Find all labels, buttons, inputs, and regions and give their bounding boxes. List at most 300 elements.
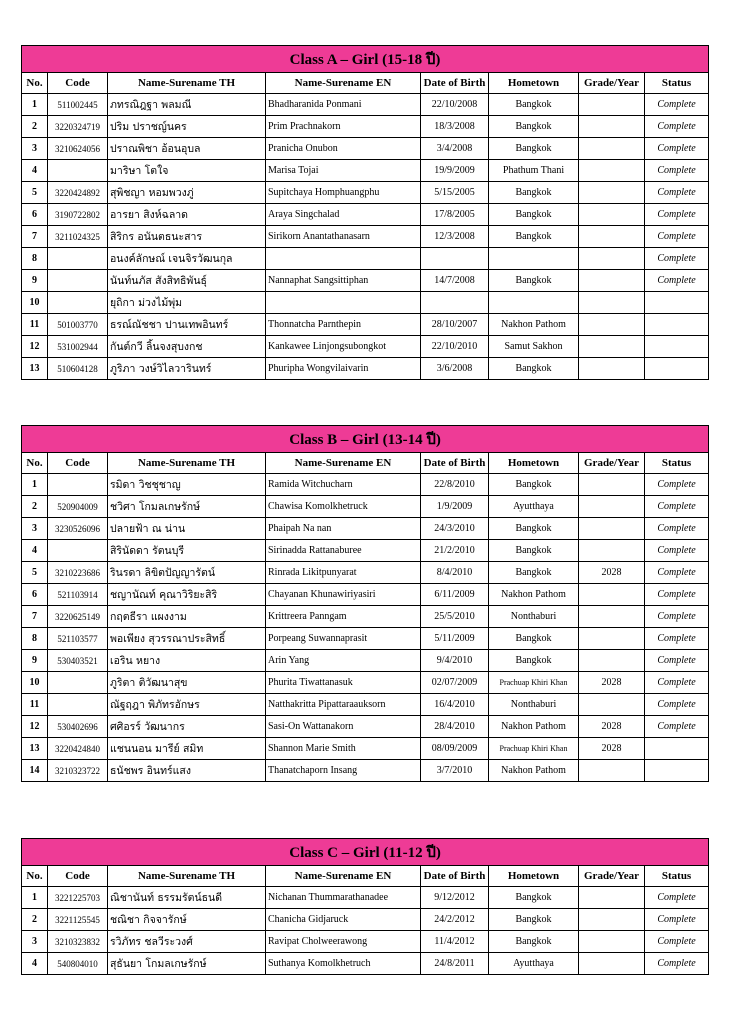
table-row [22, 562, 709, 584]
name-en-cell: Nichanan Thummarathanadee [266, 887, 421, 909]
name-en-cell: Phaipah Na nan [266, 518, 421, 540]
grade-year-cell [579, 358, 645, 380]
grade-year-cell [579, 909, 645, 931]
date-of-birth-cell: 08/09/2009 [421, 738, 489, 760]
row-number-cell: 4 [22, 160, 48, 182]
row-number-cell: 11 [22, 694, 48, 716]
student-code-cell [48, 292, 108, 314]
hometown-cell [489, 248, 579, 270]
status-cell: Complete [645, 953, 709, 975]
header-code: Code [48, 73, 108, 94]
hometown-cell: Bangkok [489, 358, 579, 380]
name-th-cell: อนงค์ลักษณ์ เจนจิรวัฒนกุล [108, 248, 266, 270]
header-name-en: Name-Surename EN [266, 73, 421, 94]
table-row [22, 94, 709, 116]
class-a-section [21, 45, 708, 380]
status-cell: Complete [645, 160, 709, 182]
class-a-table [21, 45, 709, 380]
class-c-header-row [22, 866, 709, 887]
hometown-cell: Nakhon Pathom [489, 314, 579, 336]
grade-year-cell [579, 694, 645, 716]
grade-year-cell [579, 584, 645, 606]
grade-year-cell [579, 116, 645, 138]
name-en-cell: Thonnatcha Parnthepin [266, 314, 421, 336]
date-of-birth-cell: 24/8/2011 [421, 953, 489, 975]
grade-year-cell [579, 94, 645, 116]
name-th-cell: รมิดา วิชชุชาญ [108, 474, 266, 496]
student-code-cell: 3230526096 [48, 518, 108, 540]
name-th-cell: กันต์กวี ลิ้นจงสุบงกช [108, 336, 266, 358]
class-c-title: Class C – Girl (11-12 ปี) [22, 839, 709, 866]
status-cell: Complete [645, 716, 709, 738]
row-number-cell: 2 [22, 496, 48, 518]
student-code-cell: 540804010 [48, 953, 108, 975]
row-number-cell: 9 [22, 270, 48, 292]
header-status: Status [645, 866, 709, 887]
grade-year-cell [579, 953, 645, 975]
grade-year-cell [579, 270, 645, 292]
name-th-cell: ธรณ์ณัชชา ปานเทพอินทร์ [108, 314, 266, 336]
table-row [22, 953, 709, 975]
student-code-cell: 3220625149 [48, 606, 108, 628]
row-number-cell: 9 [22, 650, 48, 672]
date-of-birth-cell: 3/4/2008 [421, 138, 489, 160]
hometown-cell: Bangkok [489, 540, 579, 562]
status-cell: Complete [645, 116, 709, 138]
hometown-cell: Ayutthaya [489, 496, 579, 518]
name-en-cell [266, 292, 421, 314]
student-code-cell: 511002445 [48, 94, 108, 116]
table-row [22, 584, 709, 606]
date-of-birth-cell: 5/15/2005 [421, 182, 489, 204]
hometown-cell: Ayutthaya [489, 953, 579, 975]
status-cell: Complete [645, 474, 709, 496]
header-name-en: Name-Surename EN [266, 866, 421, 887]
student-code-cell: 3190722802 [48, 204, 108, 226]
grade-year-cell: 2028 [579, 716, 645, 738]
class-b-header-row [22, 453, 709, 474]
grade-year-cell [579, 314, 645, 336]
row-number-cell: 4 [22, 953, 48, 975]
hometown-cell: Bangkok [489, 116, 579, 138]
status-cell: Complete [645, 584, 709, 606]
name-th-cell: ภทรณิฎฐา พลมณี [108, 94, 266, 116]
date-of-birth-cell: 17/8/2005 [421, 204, 489, 226]
name-th-cell: ชญานัณท์ คุณาวิริยะสิริ [108, 584, 266, 606]
name-en-cell: Sirikorn Anantathanasarn [266, 226, 421, 248]
row-number-cell: 8 [22, 248, 48, 270]
row-number-cell: 10 [22, 292, 48, 314]
hometown-cell: Prachuap Khiri Khan [489, 672, 579, 694]
row-number-cell: 2 [22, 909, 48, 931]
date-of-birth-cell: 21/2/2010 [421, 540, 489, 562]
date-of-birth-cell: 12/3/2008 [421, 226, 489, 248]
status-cell [645, 358, 709, 380]
table-row [22, 182, 709, 204]
name-en-cell: Chayanan Khunawiriyasiri [266, 584, 421, 606]
date-of-birth-cell: 16/4/2010 [421, 694, 489, 716]
name-en-cell: Krittreera Panngam [266, 606, 421, 628]
name-en-cell: Chanicha Gidjaruck [266, 909, 421, 931]
grade-year-cell [579, 248, 645, 270]
table-row [22, 716, 709, 738]
status-cell: Complete [645, 650, 709, 672]
status-cell: Complete [645, 518, 709, 540]
header-no: No. [22, 73, 48, 94]
name-th-cell: ยุถิกา ม่วงไม้พุ่ม [108, 292, 266, 314]
hometown-cell: Phathum Thani [489, 160, 579, 182]
hometown-cell: Bangkok [489, 94, 579, 116]
row-number-cell: 3 [22, 931, 48, 953]
hometown-cell: Bangkok [489, 562, 579, 584]
name-th-cell: ภูริภา วงษ์วิไลวารินทร์ [108, 358, 266, 380]
name-en-cell: Phurita Tiwattanasuk [266, 672, 421, 694]
hometown-cell: Nonthaburi [489, 606, 579, 628]
row-number-cell: 12 [22, 336, 48, 358]
hometown-cell: Bangkok [489, 138, 579, 160]
date-of-birth-cell [421, 292, 489, 314]
name-th-cell: แชนนอน มารีย์ สมิท [108, 738, 266, 760]
name-th-cell: ณิชานันท์ ธรรมรัตน์ธนดี [108, 887, 266, 909]
hometown-cell: Bangkok [489, 650, 579, 672]
student-code-cell [48, 248, 108, 270]
name-en-cell [266, 248, 421, 270]
header-status: Status [645, 453, 709, 474]
header-grade: Grade/Year [579, 73, 645, 94]
student-code-cell: 3210223686 [48, 562, 108, 584]
name-en-cell: Araya Singchalad [266, 204, 421, 226]
hometown-cell: Nonthaburi [489, 694, 579, 716]
header-name-th: Name-Surename TH [108, 453, 266, 474]
status-cell: Complete [645, 270, 709, 292]
student-code-cell: 530403521 [48, 650, 108, 672]
student-code-cell: 3220424840 [48, 738, 108, 760]
grade-year-cell [579, 518, 645, 540]
name-th-cell: ปราณพิชา อ้อนอุบล [108, 138, 266, 160]
table-row [22, 116, 709, 138]
table-row [22, 496, 709, 518]
table-row [22, 226, 709, 248]
hometown-cell [489, 292, 579, 314]
name-th-cell: สิรินัดดา รัตนบุรี [108, 540, 266, 562]
name-en-cell: Ramida Witchucharn [266, 474, 421, 496]
date-of-birth-cell: 22/10/2008 [421, 94, 489, 116]
hometown-cell: Bangkok [489, 226, 579, 248]
table-row [22, 887, 709, 909]
status-cell: Complete [645, 694, 709, 716]
table-row [22, 628, 709, 650]
hometown-cell: Prachuap Khiri Khan [489, 738, 579, 760]
class-a-header-row [22, 73, 709, 94]
status-cell [645, 336, 709, 358]
hometown-cell: Bangkok [489, 518, 579, 540]
hometown-cell: Bangkok [489, 474, 579, 496]
date-of-birth-cell: 18/3/2008 [421, 116, 489, 138]
name-th-cell: ณัฐฤฎา พิภัทรอักษร [108, 694, 266, 716]
student-code-cell: 3221125545 [48, 909, 108, 931]
status-cell: Complete [645, 226, 709, 248]
status-cell: Complete [645, 138, 709, 160]
status-cell [645, 292, 709, 314]
date-of-birth-cell: 22/10/2010 [421, 336, 489, 358]
table-row [22, 248, 709, 270]
header-no: No. [22, 866, 48, 887]
name-th-cell: ปริม ปราชญ์นคร [108, 116, 266, 138]
name-th-cell: พอเพียง สุวรรณาประสิทธิ์ [108, 628, 266, 650]
row-number-cell: 12 [22, 716, 48, 738]
header-grade: Grade/Year [579, 866, 645, 887]
table-row [22, 672, 709, 694]
status-cell: Complete [645, 628, 709, 650]
grade-year-cell: 2028 [579, 738, 645, 760]
student-code-cell [48, 672, 108, 694]
name-th-cell: สิริกร อนันตธนะสาร [108, 226, 266, 248]
student-code-cell: 531002944 [48, 336, 108, 358]
header-name-th: Name-Surename TH [108, 866, 266, 887]
row-number-cell: 5 [22, 182, 48, 204]
row-number-cell: 1 [22, 887, 48, 909]
header-dob: Date of Birth [421, 453, 489, 474]
grade-year-cell [579, 336, 645, 358]
name-en-cell: Suthanya Komolkhetruch [266, 953, 421, 975]
date-of-birth-cell: 9/12/2012 [421, 887, 489, 909]
name-th-cell: อารยา สิงห์ฉลาด [108, 204, 266, 226]
name-th-cell: ภูริตา ติวัฒนาสุข [108, 672, 266, 694]
grade-year-cell: 2028 [579, 672, 645, 694]
student-code-cell: 530402696 [48, 716, 108, 738]
name-en-cell: Arin Yang [266, 650, 421, 672]
name-en-cell: Kankawee Linjongsubongkot [266, 336, 421, 358]
name-en-cell: Prim Prachnakorn [266, 116, 421, 138]
status-cell: Complete [645, 672, 709, 694]
name-en-cell: Bhadharanida Ponmani [266, 94, 421, 116]
table-row [22, 474, 709, 496]
row-number-cell: 1 [22, 94, 48, 116]
grade-year-cell [579, 204, 645, 226]
date-of-birth-cell: 19/9/2009 [421, 160, 489, 182]
student-code-cell: 521103914 [48, 584, 108, 606]
date-of-birth-cell: 8/4/2010 [421, 562, 489, 584]
table-row [22, 314, 709, 336]
status-cell: Complete [645, 606, 709, 628]
class-b-title: Class B – Girl (13-14 ปี) [22, 426, 709, 453]
header-dob: Date of Birth [421, 73, 489, 94]
date-of-birth-cell: 6/11/2009 [421, 584, 489, 606]
student-code-cell [48, 270, 108, 292]
student-code-cell: 520904009 [48, 496, 108, 518]
header-name-en: Name-Surename EN [266, 453, 421, 474]
hometown-cell: Nakhon Pathom [489, 760, 579, 782]
table-row [22, 694, 709, 716]
row-number-cell: 13 [22, 738, 48, 760]
class-c-section [21, 838, 708, 975]
name-th-cell: ชณิชา กิจจารักษ์ [108, 909, 266, 931]
class-a-body [22, 94, 709, 380]
date-of-birth-cell: 28/4/2010 [421, 716, 489, 738]
date-of-birth-cell: 24/2/2012 [421, 909, 489, 931]
status-cell: Complete [645, 887, 709, 909]
table-row [22, 931, 709, 953]
name-th-cell: กฤตธีรา แผงงาม [108, 606, 266, 628]
name-th-cell: นันท์นภัส สังสิทธิพันธุ์ [108, 270, 266, 292]
grade-year-cell [579, 226, 645, 248]
student-code-cell: 501003770 [48, 314, 108, 336]
name-en-cell: Marisa Tojai [266, 160, 421, 182]
row-number-cell: 3 [22, 518, 48, 540]
grade-year-cell [579, 887, 645, 909]
name-th-cell: สุพิชญา หอมพวงภู่ [108, 182, 266, 204]
name-th-cell: ศศิอรร์ วัฒนากร [108, 716, 266, 738]
grade-year-cell [579, 628, 645, 650]
student-code-cell: 3210323832 [48, 931, 108, 953]
student-code-cell: 510604128 [48, 358, 108, 380]
date-of-birth-cell: 9/4/2010 [421, 650, 489, 672]
table-row [22, 738, 709, 760]
date-of-birth-cell: 14/7/2008 [421, 270, 489, 292]
status-cell: Complete [645, 182, 709, 204]
table-row [22, 270, 709, 292]
status-cell [645, 314, 709, 336]
hometown-cell: Bangkok [489, 931, 579, 953]
name-th-cell: รินรดา ลิขิตปัญญารัตน์ [108, 562, 266, 584]
table-row [22, 650, 709, 672]
status-cell: Complete [645, 540, 709, 562]
grade-year-cell [579, 474, 645, 496]
grade-year-cell [579, 182, 645, 204]
name-th-cell: ชวิศา โกมลเกษรักษ์ [108, 496, 266, 518]
grade-year-cell [579, 138, 645, 160]
table-row [22, 336, 709, 358]
status-cell: Complete [645, 94, 709, 116]
name-en-cell: Pranicha Onubon [266, 138, 421, 160]
name-en-cell: Rinrada Likitpunyarat [266, 562, 421, 584]
row-number-cell: 6 [22, 204, 48, 226]
header-grade: Grade/Year [579, 453, 645, 474]
status-cell: Complete [645, 496, 709, 518]
date-of-birth-cell: 3/6/2008 [421, 358, 489, 380]
name-en-cell: Chawisa Komolkhetruck [266, 496, 421, 518]
student-code-cell: 3221225703 [48, 887, 108, 909]
table-row [22, 760, 709, 782]
row-number-cell: 6 [22, 584, 48, 606]
date-of-birth-cell: 25/5/2010 [421, 606, 489, 628]
header-hometown: Hometown [489, 866, 579, 887]
student-code-cell [48, 694, 108, 716]
row-number-cell: 4 [22, 540, 48, 562]
row-number-cell: 3 [22, 138, 48, 160]
header-code: Code [48, 453, 108, 474]
table-row [22, 909, 709, 931]
grade-year-cell [579, 760, 645, 782]
hometown-cell: Bangkok [489, 182, 579, 204]
table-row [22, 160, 709, 182]
class-c-body [22, 887, 709, 975]
date-of-birth-cell: 28/10/2007 [421, 314, 489, 336]
student-code-cell [48, 540, 108, 562]
student-code-cell: 3220324719 [48, 116, 108, 138]
name-th-cell: สุธันยา โกมลเกษรักษ์ [108, 953, 266, 975]
table-row [22, 358, 709, 380]
row-number-cell: 1 [22, 474, 48, 496]
status-cell: Complete [645, 562, 709, 584]
date-of-birth-cell: 1/9/2009 [421, 496, 489, 518]
header-no: No. [22, 453, 48, 474]
header-status: Status [645, 73, 709, 94]
class-b-table [21, 425, 709, 782]
name-en-cell: Shannon Marie Smith [266, 738, 421, 760]
student-code-cell: 3220424892 [48, 182, 108, 204]
table-row [22, 518, 709, 540]
status-cell: Complete [645, 248, 709, 270]
header-hometown: Hometown [489, 73, 579, 94]
row-number-cell: 10 [22, 672, 48, 694]
grade-year-cell [579, 540, 645, 562]
header-code: Code [48, 866, 108, 887]
table-row [22, 138, 709, 160]
student-code-cell [48, 160, 108, 182]
hometown-cell: Bangkok [489, 909, 579, 931]
date-of-birth-cell: 3/7/2010 [421, 760, 489, 782]
row-number-cell: 14 [22, 760, 48, 782]
hometown-cell: Nakhon Pathom [489, 584, 579, 606]
row-number-cell: 7 [22, 606, 48, 628]
hometown-cell: Bangkok [489, 887, 579, 909]
row-number-cell: 7 [22, 226, 48, 248]
row-number-cell: 8 [22, 628, 48, 650]
name-th-cell: เอริน หยาง [108, 650, 266, 672]
status-cell [645, 738, 709, 760]
grade-year-cell [579, 931, 645, 953]
grade-year-cell: 2028 [579, 562, 645, 584]
date-of-birth-cell: 02/07/2009 [421, 672, 489, 694]
date-of-birth-cell: 5/11/2009 [421, 628, 489, 650]
grade-year-cell [579, 292, 645, 314]
student-code-cell: 3210624056 [48, 138, 108, 160]
table-row [22, 204, 709, 226]
name-en-cell: Ravipat Cholweerawong [266, 931, 421, 953]
hometown-cell: Bangkok [489, 270, 579, 292]
table-row [22, 292, 709, 314]
row-number-cell: 2 [22, 116, 48, 138]
row-number-cell: 11 [22, 314, 48, 336]
table-row [22, 540, 709, 562]
date-of-birth-cell [421, 248, 489, 270]
hometown-cell: Bangkok [489, 204, 579, 226]
name-th-cell: รวิภัทร ชลวีระวงศ์ [108, 931, 266, 953]
grade-year-cell [579, 650, 645, 672]
status-cell: Complete [645, 909, 709, 931]
header-hometown: Hometown [489, 453, 579, 474]
grade-year-cell [579, 496, 645, 518]
name-en-cell: Natthakritta Pipattaraauksorn [266, 694, 421, 716]
name-en-cell: Porpeang Suwannaprasit [266, 628, 421, 650]
hometown-cell: Samut Sakhon [489, 336, 579, 358]
header-dob: Date of Birth [421, 866, 489, 887]
hometown-cell: Nakhon Pathom [489, 716, 579, 738]
student-code-cell [48, 474, 108, 496]
status-cell [645, 760, 709, 782]
date-of-birth-cell: 24/3/2010 [421, 518, 489, 540]
name-th-cell: ธนัชพร อินทร์แสง [108, 760, 266, 782]
status-cell: Complete [645, 204, 709, 226]
class-b-section [21, 425, 708, 782]
hometown-cell: Bangkok [489, 628, 579, 650]
row-number-cell: 13 [22, 358, 48, 380]
student-code-cell: 3211024325 [48, 226, 108, 248]
class-b-body [22, 474, 709, 782]
name-th-cell: ปลายฟ้า ณ น่าน [108, 518, 266, 540]
grade-year-cell [579, 160, 645, 182]
